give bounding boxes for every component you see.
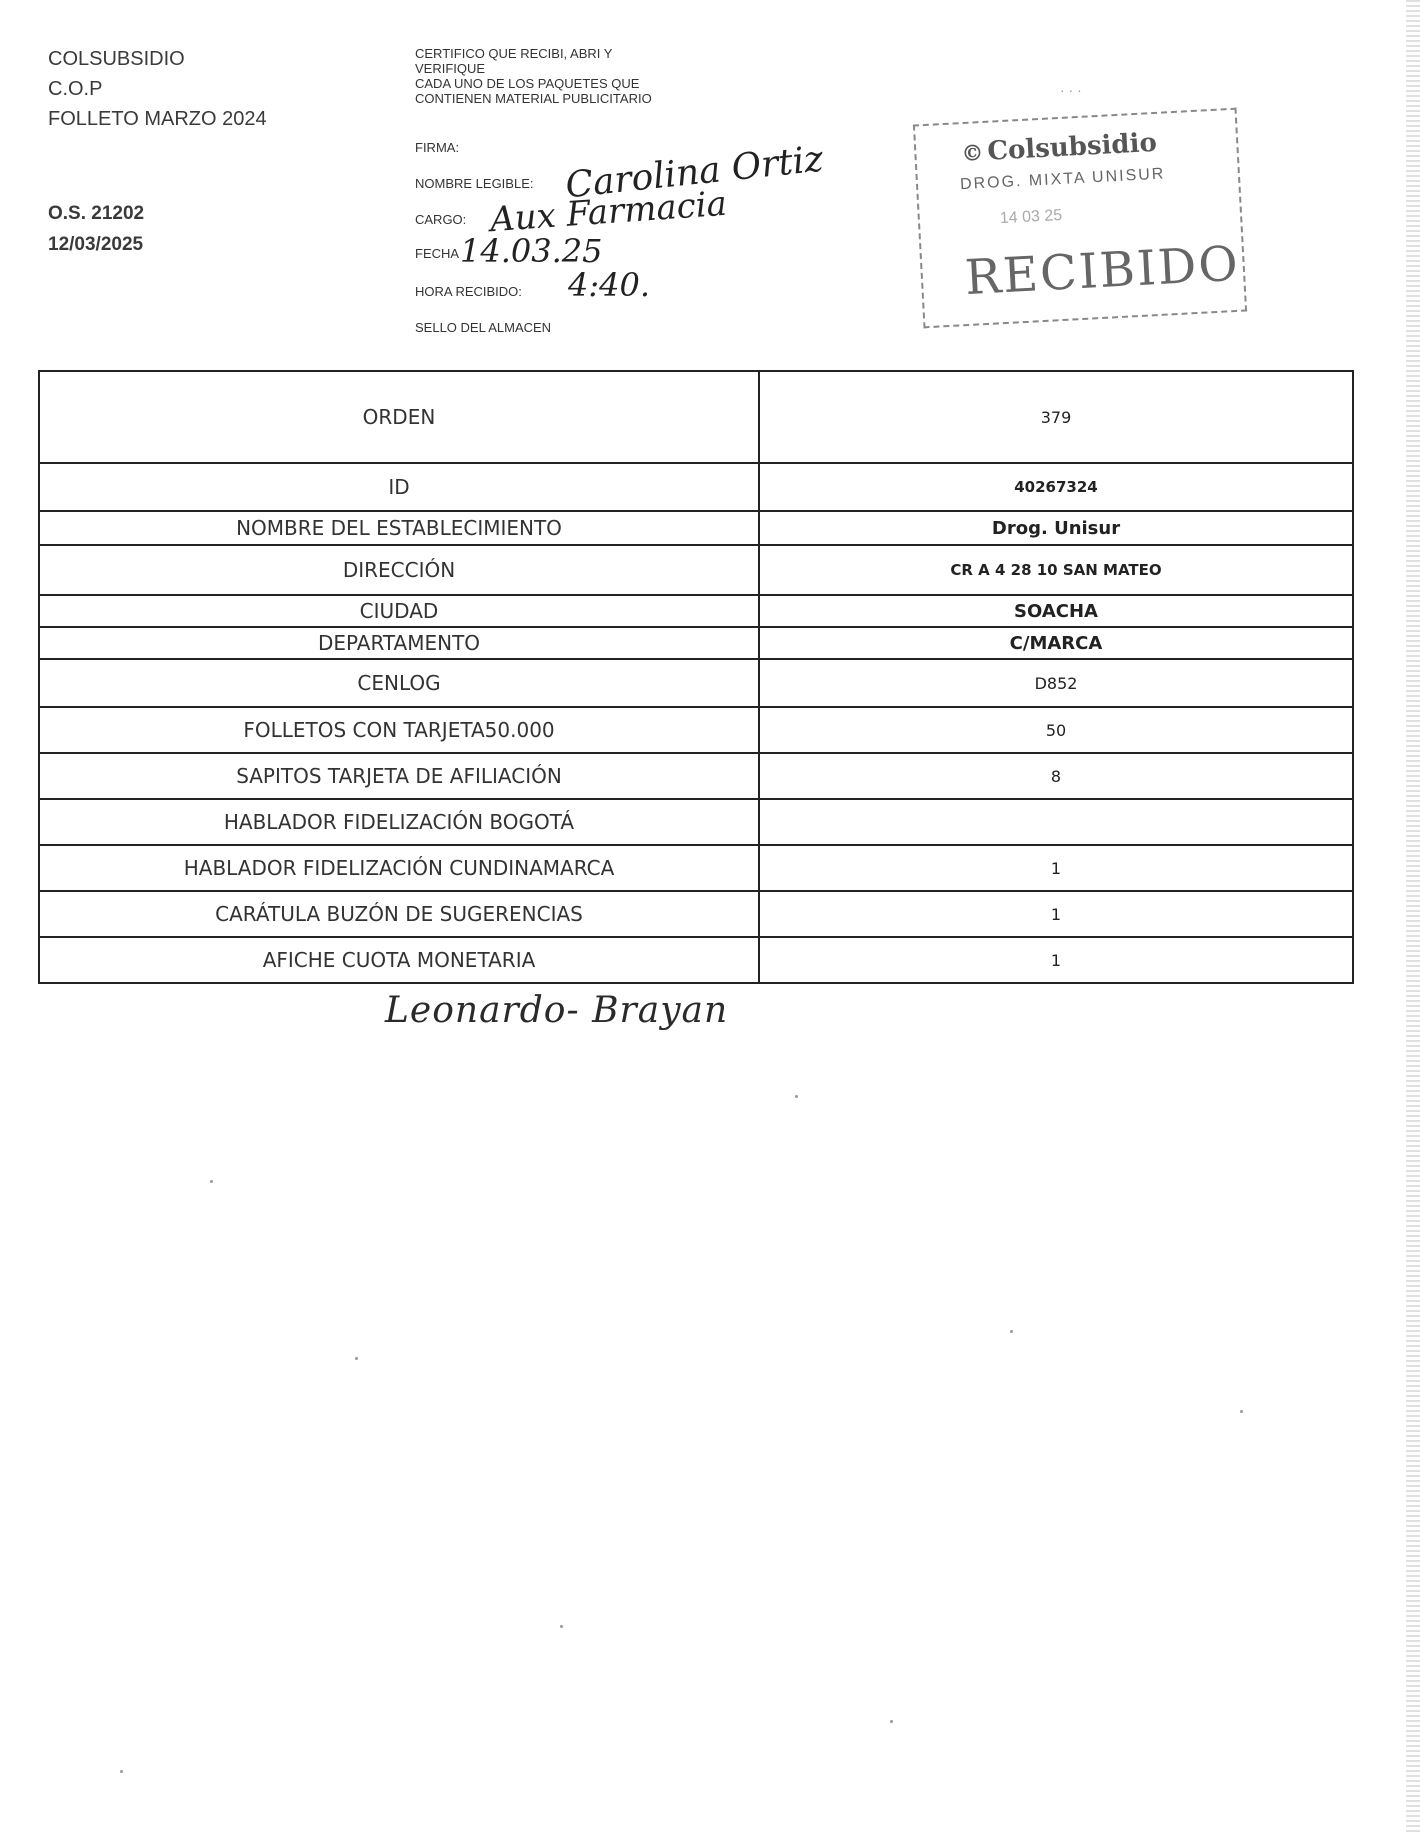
- stamp-date: 14 03 25: [999, 206, 1063, 228]
- row-label: NOMBRE DEL ESTABLECIMIENTO: [39, 511, 759, 545]
- stamp-brand: ©Colsubsidio: [960, 127, 1158, 168]
- certification-text: [415, 46, 652, 106]
- scan-speck: [795, 1095, 798, 1098]
- row-label: SAPITOS TARJETA DE AFILIACIÓN: [39, 753, 759, 799]
- row-label: CIUDAD: [39, 595, 759, 627]
- row-label: HABLADOR FIDELIZACIÓN CUNDINAMARCA: [39, 845, 759, 891]
- scan-speck: [120, 1770, 123, 1773]
- cargo-handwritten: Aux Farmacia: [488, 183, 729, 241]
- nombre-label: NOMBRE LEGIBLE:: [415, 176, 534, 191]
- table-row: [39, 463, 1353, 511]
- table-row: [39, 753, 1353, 799]
- row-value: CR A 4 28 10 SAN MATEO: [759, 545, 1353, 595]
- table-row: [39, 891, 1353, 937]
- table-row: [39, 627, 1353, 659]
- received-stamp: [913, 108, 1247, 329]
- scan-speck: [1240, 1410, 1243, 1413]
- row-value: 40267324: [759, 463, 1353, 511]
- handwritten-signature: Leonardo- Brayan: [385, 990, 729, 1031]
- row-label: CARÁTULA BUZÓN DE SUGERENCIAS: [39, 891, 759, 937]
- row-value: 379: [759, 371, 1353, 463]
- cert-line: CADA UNO DE LOS PAQUETES QUE: [415, 76, 640, 91]
- table-row: [39, 545, 1353, 595]
- table-row: [39, 799, 1353, 845]
- delivery-table: [38, 370, 1354, 984]
- row-label: AFICHE CUOTA MONETARIA: [39, 937, 759, 983]
- left-header: [48, 44, 267, 134]
- company-name: COLSUBSIDIO: [48, 48, 185, 70]
- cert-line: CERTIFICO QUE RECIBI, ABRI Y: [415, 46, 613, 61]
- hora-handwritten: 4:40.: [568, 266, 651, 304]
- row-label: DEPARTAMENTO: [39, 627, 759, 659]
- table-row: [39, 659, 1353, 707]
- scan-speck: [560, 1625, 563, 1628]
- row-value: SOACHA: [759, 595, 1353, 627]
- row-value: 1: [759, 845, 1353, 891]
- department: C.O.P: [48, 78, 103, 100]
- row-value: 50: [759, 707, 1353, 753]
- row-label: CENLOG: [39, 659, 759, 707]
- table-row: [39, 707, 1353, 753]
- scan-speck: [355, 1357, 358, 1360]
- fecha-label: FECHA: [415, 246, 460, 261]
- row-value: [759, 799, 1353, 845]
- table-row: [39, 845, 1353, 891]
- row-value: 8: [759, 753, 1353, 799]
- scan-speck: [1010, 1330, 1013, 1333]
- row-label: FOLLETOS CON TARJETA50.000: [39, 707, 759, 753]
- firma-label: FIRMA:: [415, 140, 460, 155]
- row-value: D852: [759, 659, 1353, 707]
- os-date: 12/03/2025: [48, 234, 144, 255]
- row-value: Drog. Unisur: [759, 511, 1353, 545]
- fecha-handwritten: 14.03.25: [460, 232, 603, 270]
- cert-line: VERIFIQUE: [415, 61, 486, 76]
- colsubsidio-logo-icon: ©: [960, 139, 985, 168]
- row-label: ORDEN: [39, 371, 759, 463]
- stamp-received: RECIBIDO: [963, 235, 1242, 307]
- hora-label: HORA RECIBIDO:: [415, 284, 522, 299]
- row-value: 1: [759, 937, 1353, 983]
- cert-line: CONTIENEN MATERIAL PUBLICITARIO: [415, 91, 652, 106]
- row-value: 1: [759, 891, 1353, 937]
- scan-edge: [1406, 0, 1420, 1834]
- stamp-store-name: DROG. MIXTA UNISUR: [959, 165, 1166, 194]
- row-label: DIRECCIÓN: [39, 545, 759, 595]
- table-row: [39, 511, 1353, 545]
- table-row: [39, 595, 1353, 627]
- faint-marks: · · ·: [1060, 82, 1082, 98]
- scan-speck: [210, 1180, 213, 1183]
- sello-label: SELLO DEL ALMACEN: [415, 320, 552, 335]
- table-row: [39, 371, 1353, 463]
- nombre-handwritten: Carolina Ortiz: [563, 138, 826, 207]
- row-value: C/MARCA: [759, 627, 1353, 659]
- row-label: HABLADOR FIDELIZACIÓN BOGOTÁ: [39, 799, 759, 845]
- row-label: ID: [39, 463, 759, 511]
- os-number: O.S. 21202: [48, 203, 145, 224]
- order-service-block: [48, 198, 144, 260]
- table-row: [39, 937, 1353, 983]
- brochure-title: FOLLETO MARZO 2024: [48, 108, 267, 130]
- cargo-label: CARGO:: [415, 212, 467, 227]
- scan-speck: [890, 1720, 893, 1723]
